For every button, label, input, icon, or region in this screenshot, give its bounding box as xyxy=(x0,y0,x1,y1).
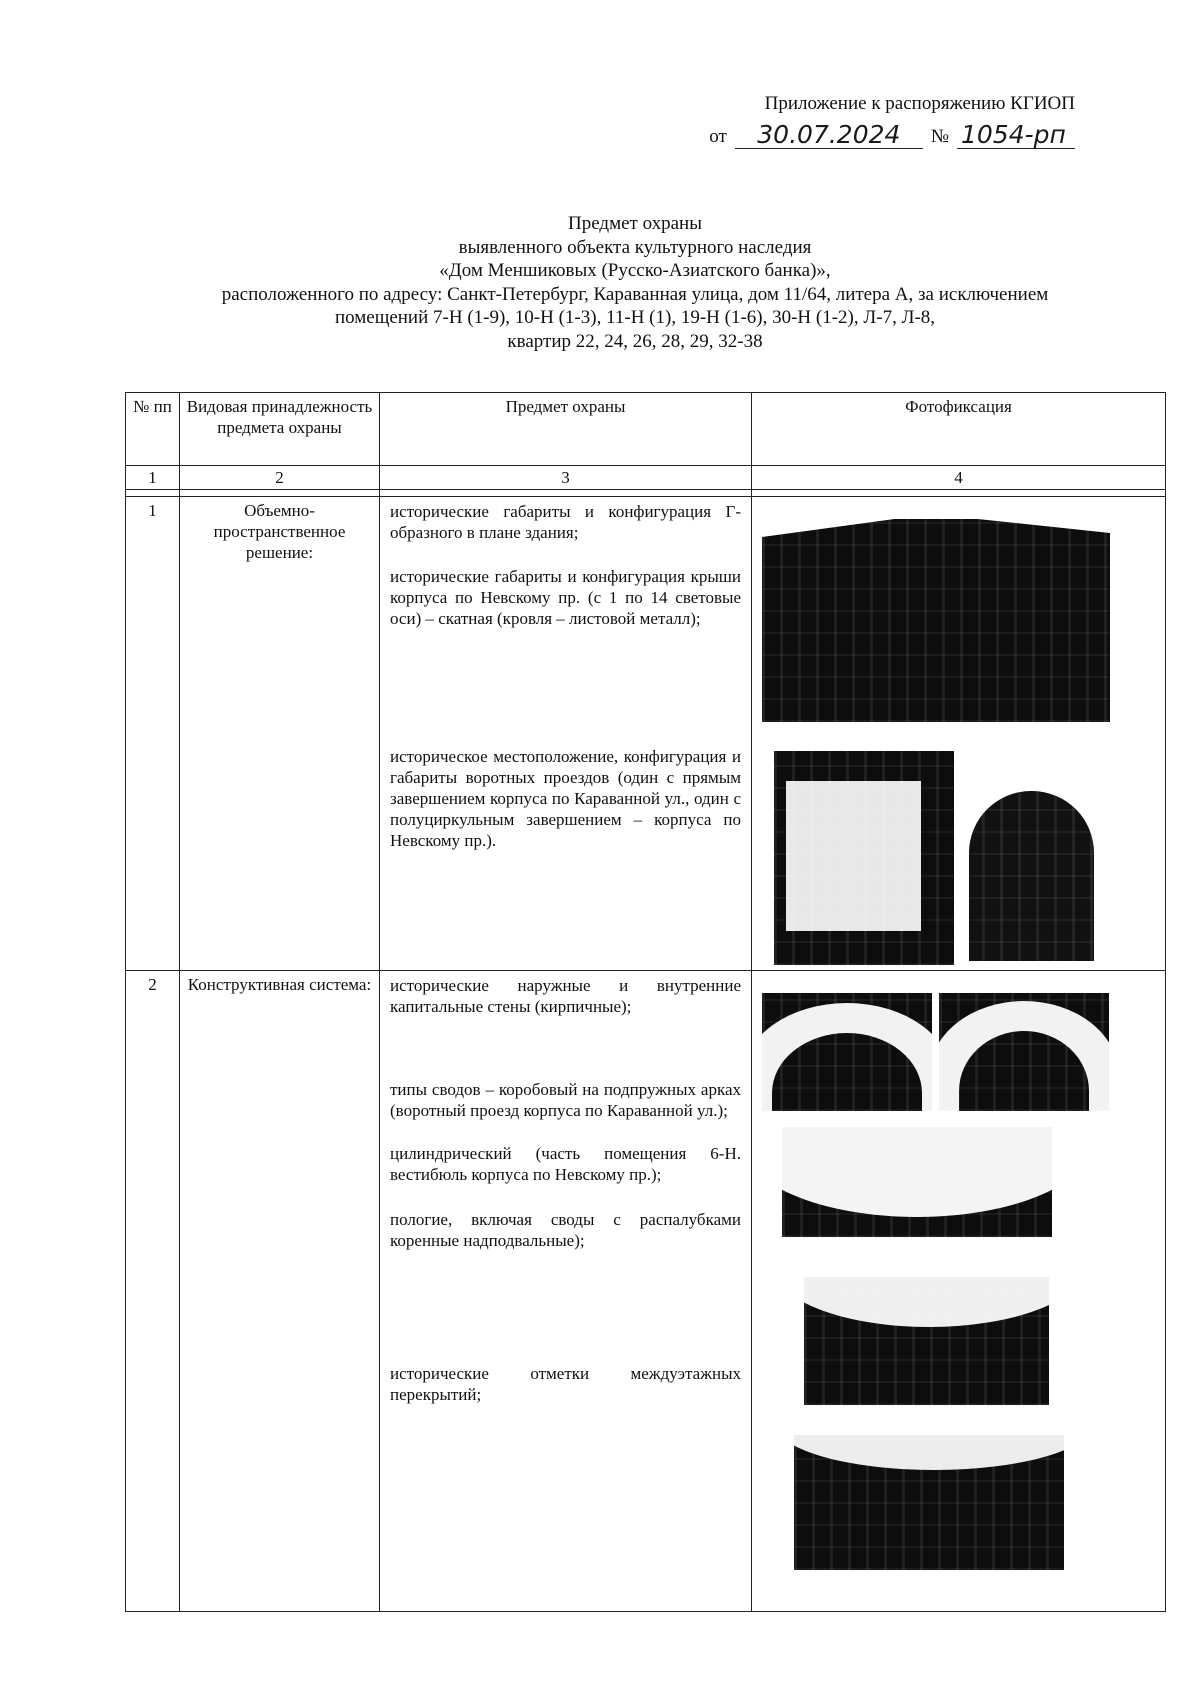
protection-item: исторические габариты и конфигурация крыши корпуса по Невскому пр. (с 1 по 14 световые оси) – скатная (кровля – листовой металл); xyxy=(390,567,741,628)
photo-cell xyxy=(752,497,1166,971)
row-items xyxy=(380,497,752,971)
photo-cell xyxy=(752,971,1166,1612)
row-kind: Конструктивная система: xyxy=(180,971,380,1612)
column-number: 1 xyxy=(126,466,180,490)
table-row xyxy=(126,497,1166,971)
order-reference xyxy=(709,122,1075,149)
title-line-1: Предмет охраны xyxy=(568,213,702,234)
protection-item: исторические отметки междуэтажных перекрытий; xyxy=(390,1364,741,1404)
floor-levels-photo xyxy=(794,1435,1064,1570)
order-date: 30.07.2024 xyxy=(735,122,923,149)
arch-vault-photo xyxy=(939,993,1109,1111)
column-number: 3 xyxy=(380,466,752,490)
column-number: 4 xyxy=(752,466,1166,490)
protection-item: типы сводов – коробовый на подпружных арках (воротный проезд корпуса по Караванной ул.); xyxy=(390,1080,741,1120)
header-kind: Видовая принадлежность предмета охраны xyxy=(180,393,380,466)
title-line-5: помещений 7-Н (1-9), 10-Н (1-3), 11-Н (1), 19-Н (1-6), 30-Н (1-2), Л-7, Л-8, xyxy=(334,307,936,328)
table-header-row xyxy=(126,393,1166,466)
flat-vault-photo xyxy=(804,1277,1049,1405)
basket-vault-photo xyxy=(762,993,932,1111)
row-kind: Объемно-пространственное решение: xyxy=(180,497,380,971)
row-number: 2 xyxy=(126,971,180,1612)
title-line-4: расположенного по адресу: Санкт-Петербург, Караванная улица, дом 11/64, литера А, за исключением xyxy=(221,283,1049,305)
appendix-title: Приложение к распоряжению КГИОП xyxy=(764,93,1075,114)
row-items xyxy=(380,971,752,1612)
protection-table xyxy=(125,392,1166,1612)
order-number: 1054-рп xyxy=(957,122,1075,149)
protection-item: историческое местоположение, конфигурация и габариты воротных проездов (один с прямым завершением корпуса по Караванной ул., один с полуциркульным завершением – корпуса по Невскому пр.). xyxy=(390,747,741,850)
protection-item: исторические габариты и конфигурация Г-образного в плане здания; xyxy=(390,502,741,542)
header-photo: Фотофиксация xyxy=(752,393,1166,466)
document-title xyxy=(100,212,1170,353)
header-item: Предмет охраны xyxy=(380,393,752,466)
column-number: 2 xyxy=(180,466,380,490)
title-line-2: выявленного объекта культурного наследия xyxy=(458,236,812,258)
gate-passage-photo xyxy=(774,751,954,965)
table-spacer xyxy=(126,490,1166,497)
cylindrical-vault-photo xyxy=(782,1127,1052,1237)
appendix-header xyxy=(709,92,1075,149)
building-facade-photo xyxy=(762,515,1110,722)
protection-item: пологие, включая своды с распалубками коренные надподвальные); xyxy=(390,1210,741,1250)
protection-item: цилиндрический (часть помещения 6-Н. вестибюль корпуса по Невскому пр.); xyxy=(390,1144,741,1184)
protection-item: исторические наружные и внутренние капитальные стены (кирпичные); xyxy=(390,976,741,1016)
title-line-6: квартир 22, 24, 26, 28, 29, 32-38 xyxy=(507,330,763,352)
number-prefix: № xyxy=(930,126,949,147)
table-row xyxy=(126,971,1166,1612)
column-number-row xyxy=(126,466,1166,490)
row-number: 1 xyxy=(126,497,180,971)
header-no: № пп xyxy=(126,393,180,466)
arched-gate-photo xyxy=(964,751,1119,965)
date-prefix: от xyxy=(709,126,727,147)
title-line-3: «Дом Меншиковых (Русско-Азиатского банка)», xyxy=(439,260,831,281)
